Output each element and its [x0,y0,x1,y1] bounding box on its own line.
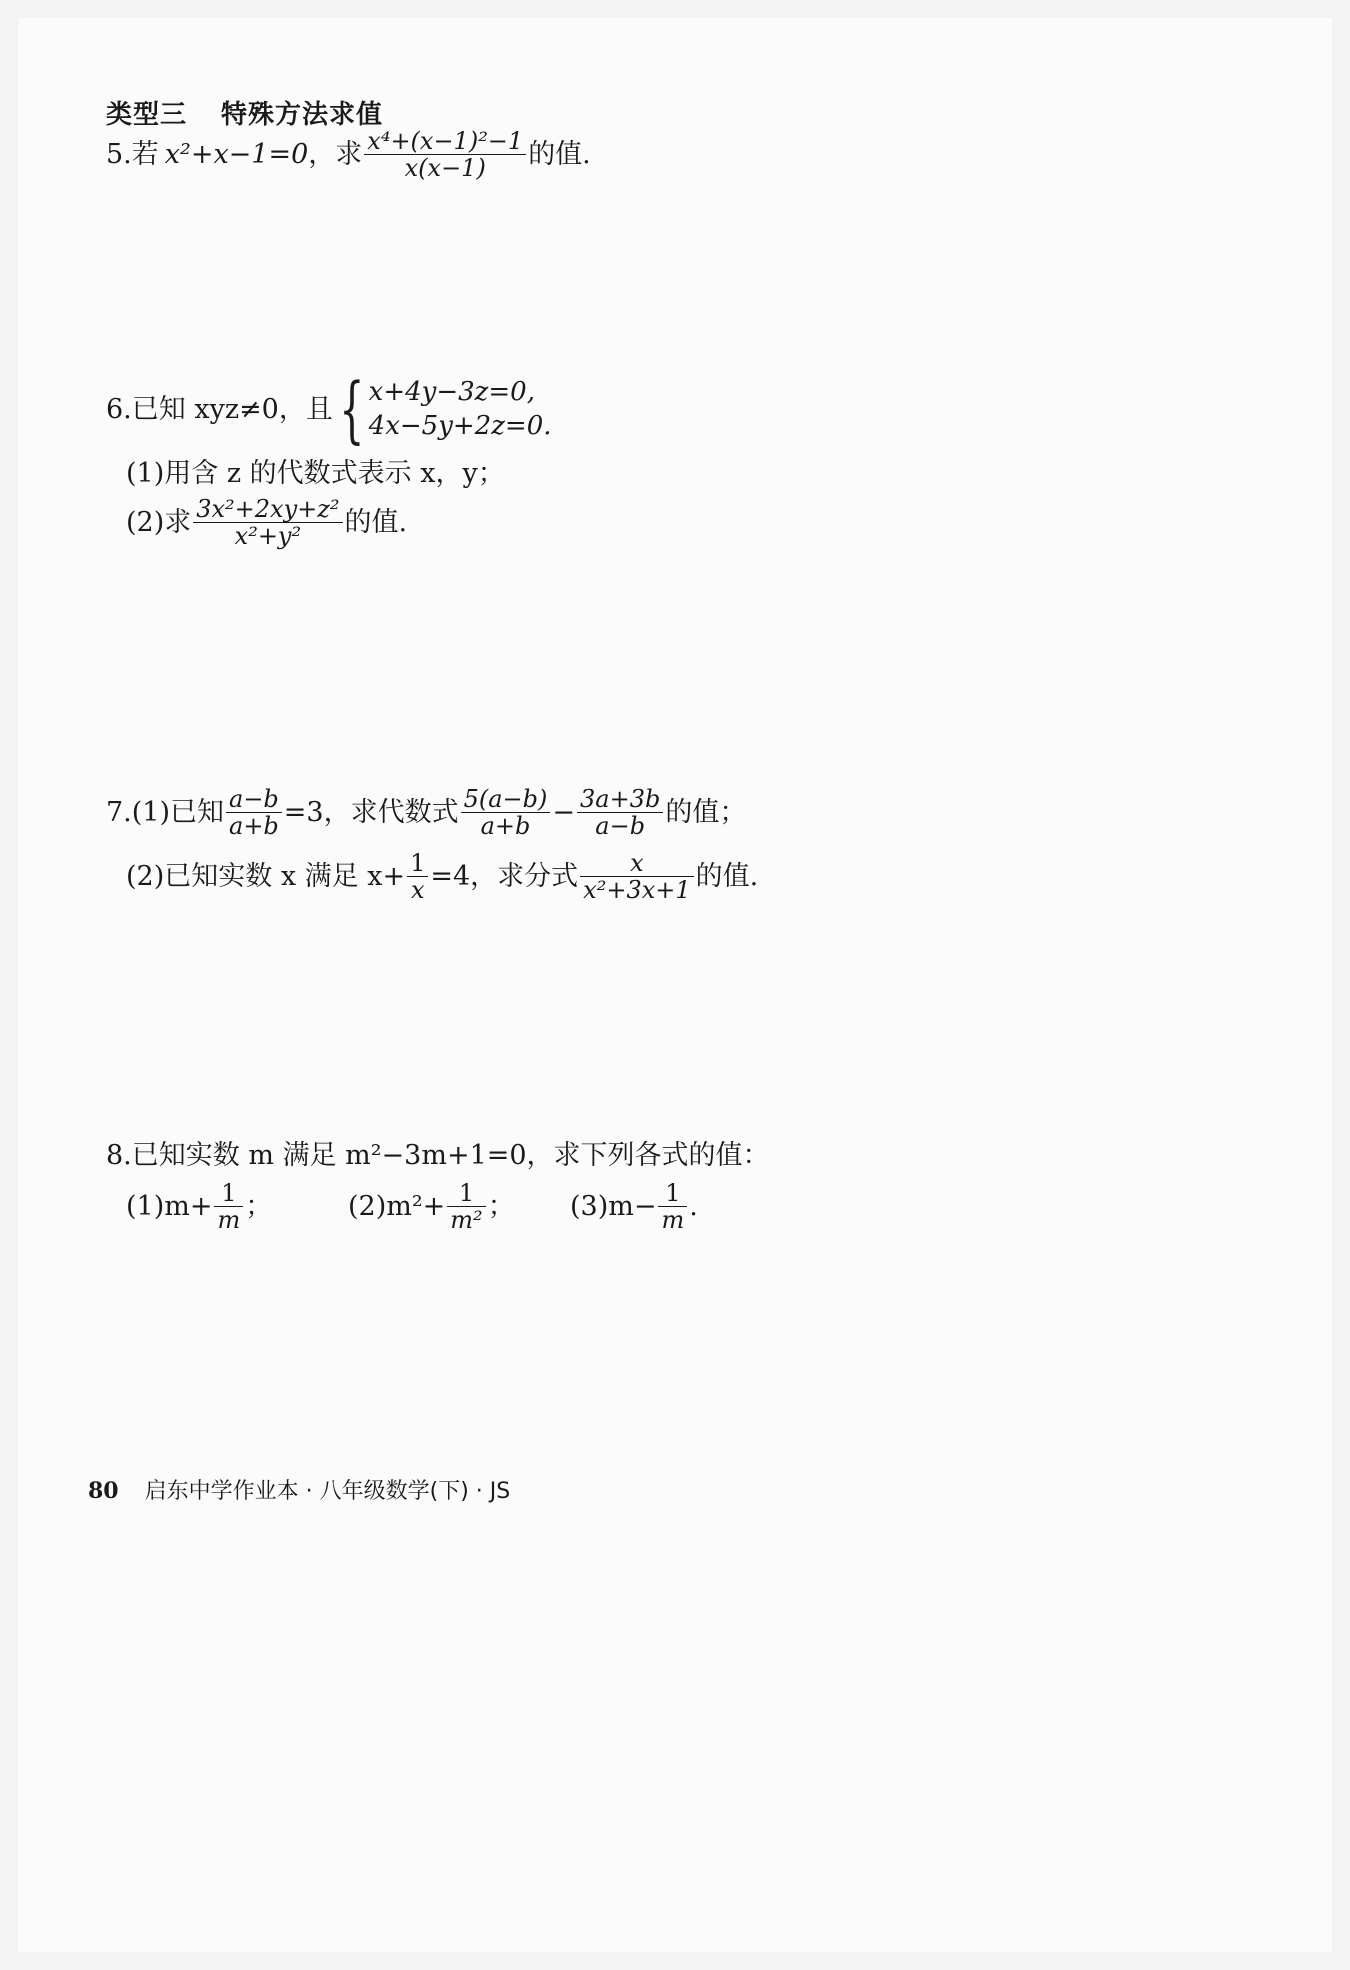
q6-part2-suffix: 的值. [344,507,408,538]
q6-part-2 [126,496,407,549]
q5-fraction [364,128,526,181]
q7-p2-fraction-2 [580,850,693,903]
worksheet-page [18,18,1332,1952]
q7-number: 7. [106,797,132,828]
brace-symbol: { [339,367,365,451]
q5-condition: x²+x−1=0 [164,139,309,170]
q8-b-suffix: ； [487,1191,515,1222]
q8-part-3 [570,1180,698,1233]
question-7-part-2 [126,850,758,903]
question-8 [106,1142,770,1169]
q5-denominator: x(x−1) [404,154,486,182]
q5-numerator: x⁴+(x−1)²−1 [367,127,524,155]
q8-stem: 已知实数 m 满足 m²−3m+1=0，求下列各式的值： [131,1140,770,1171]
q6-part2-prefix: (2)求 [126,507,192,538]
section-label: 类型三 [106,100,188,130]
q6-given: 已知 xyz≠0，且 [131,393,333,425]
q7-p1-f3-numerator: 3a+3b [580,785,661,813]
q7-p1-suffix: 的值； [665,797,747,828]
q7-p1-fraction-2 [461,786,551,839]
q8-b-fraction [447,1180,485,1233]
question-5 [106,128,591,181]
q7-p1-f2-numerator: 5(a−b) [463,785,548,813]
q7-p1-minus: − [552,797,576,828]
q8-part-1 [126,1180,272,1233]
section-title: 特殊方法求值 [221,100,384,130]
q6-equation-1: x+4y−3z=0, [368,377,535,407]
q8-c-numerator: 1 [665,1179,681,1207]
q7-p2-f1-numerator: 1 [410,849,426,877]
q7-p1-equals: =3，求代数式 [283,797,459,828]
q5-number: 5. [106,139,132,170]
q7-p1-fraction-1 [226,786,282,839]
page-footer [88,1474,510,1505]
q7-p2-f2-numerator: x [630,849,644,877]
q6-part2-denominator: x²+y² [234,522,302,550]
q5-prefix: 若 [131,139,159,170]
page-number: 80 [88,1478,119,1504]
q7-p2-f1-denominator: x [410,876,425,904]
section-heading [106,94,383,131]
q7-p2-equals: =4，求分式 [430,861,579,892]
q8-a-numerator: 1 [221,1179,237,1207]
q8-c-prefix: (3)m− [570,1191,657,1222]
q8-b-numerator: 1 [458,1179,475,1207]
q8-c-fraction [658,1180,687,1233]
q8-a-prefix: (1)m+ [126,1191,213,1222]
q8-b-denominator: m² [450,1206,483,1234]
q8-b-prefix: (2)m²+ [348,1191,446,1222]
q6-number: 6. [106,393,132,425]
q8-a-suffix: ； [245,1191,273,1222]
q7-p1-prefix: (1)已知 [131,797,225,828]
q6-part2-fraction [193,496,342,549]
q6-equation-system [369,379,552,439]
q6-part2-numerator: 3x²+2xy+z² [196,495,340,523]
q8-c-denominator: m [661,1206,685,1234]
q8-a-denominator: m [217,1206,241,1234]
q8-number: 8. [106,1140,132,1171]
q7-p2-prefix: (2)已知实数 x 满足 x+ [126,861,406,892]
q6-part1-text: (1)用含 z 的代数式表示 x，y； [126,458,505,489]
q8-a-fraction [214,1180,243,1233]
q7-p1-f1-denominator: a+b [229,812,279,840]
q6-equation-2: 4x−5y+2z=0. [368,411,552,441]
q8-part-2 [348,1180,515,1233]
question-7-part-1 [106,786,746,839]
q8-c-suffix: . [689,1191,698,1222]
q7-p1-f1-numerator: a−b [229,785,279,813]
q7-p2-fraction-1 [407,850,428,903]
q7-p1-f3-denominator: a−b [595,812,646,840]
q7-p2-f2-denominator: x²+3x+1 [583,876,691,904]
q5-suffix: 的值. [528,139,591,170]
q7-p1-f2-denominator: a+b [480,812,531,840]
q7-p2-suffix: 的值. [695,861,759,892]
question-6 [106,367,552,451]
q5-ask: ，求 [308,139,363,170]
q7-p1-fraction-3 [577,786,663,839]
book-title: 启东中学作业本 · 八年级数学(下) · JS [144,1479,511,1504]
q6-part-1 [126,460,505,487]
